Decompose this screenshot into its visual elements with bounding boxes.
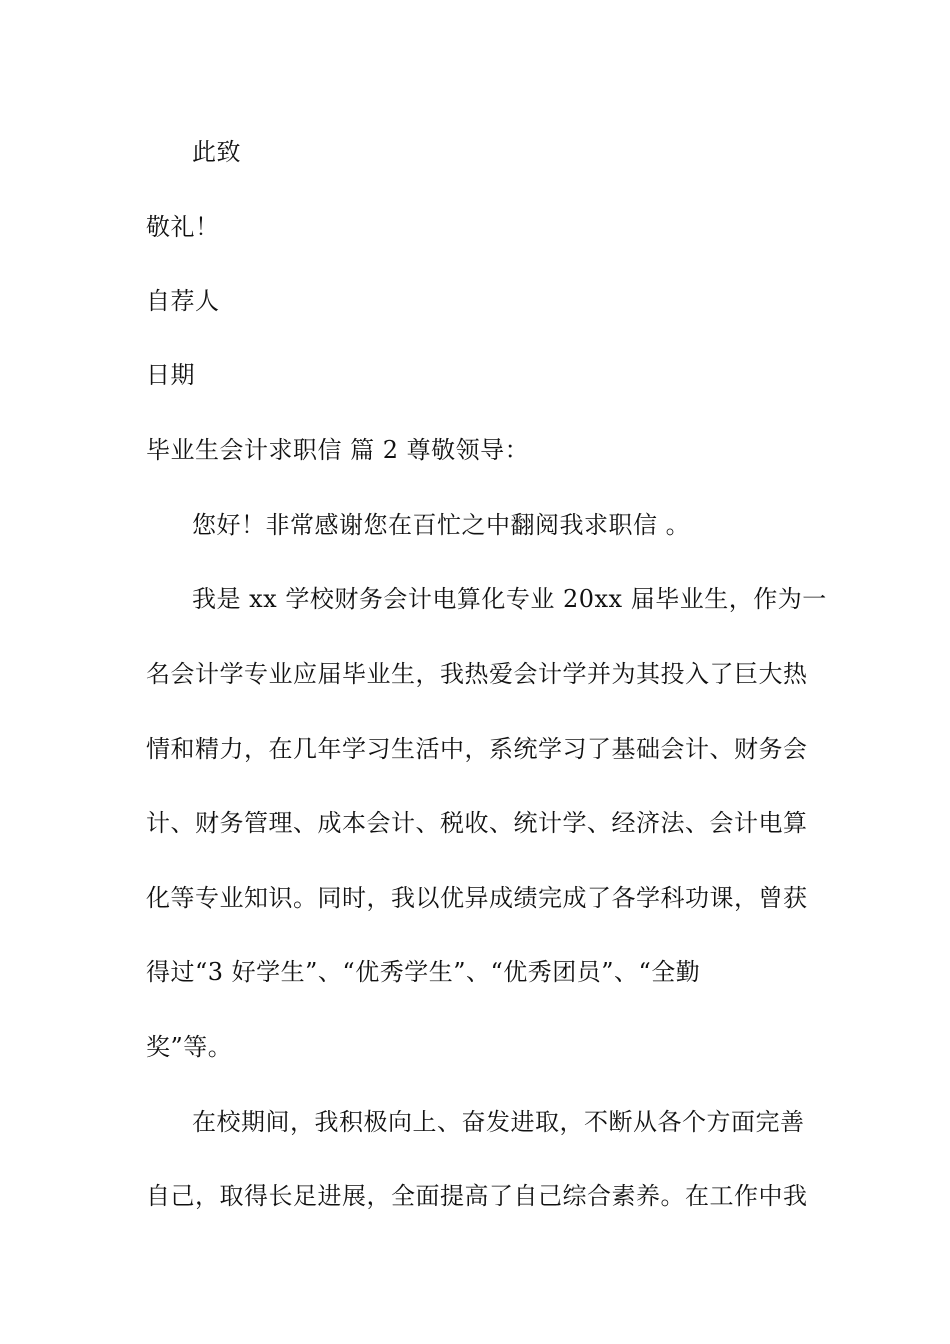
body-line: 奖”等。	[146, 1033, 233, 1061]
body-line: 我是 xx 学校财务会计电算化专业 20xx 届毕业生，作为一	[192, 585, 827, 613]
body-line: 化等专业知识。同时，我以优异成绩完成了各学科功课，曾获	[146, 884, 808, 912]
body-line: 计、财务管理、成本会计、税收、统计学、经济法、会计电算	[146, 809, 808, 837]
signature-self-recommender: 自荐人	[146, 287, 220, 315]
body-line: 情和精力，在几年学习生活中，系统学习了基础会计、财务会	[146, 735, 808, 763]
signature-date: 日期	[146, 361, 195, 389]
closing-line-salute: 敬礼！	[146, 213, 220, 241]
body-line: 得过“3 好学生”、“优秀学生”、“优秀团员”、“全勤	[146, 958, 701, 986]
section-heading: 毕业生会计求职信 篇 2 尊敬领导：	[146, 436, 530, 464]
body-line: 在校期间，我积极向上、奋发进取，不断从各个方面完善	[192, 1108, 805, 1136]
greeting-paragraph: 您好！非常感谢您在百忙之中翻阅我求职信 。	[192, 511, 691, 539]
closing-line-respectfully: 此致	[192, 138, 241, 166]
body-line: 名会计学专业应届毕业生，我热爱会计学并为其投入了巨大热	[146, 660, 808, 688]
body-line: 自己，取得长足进展，全面提高了自己综合素养。在工作中我	[146, 1182, 808, 1210]
